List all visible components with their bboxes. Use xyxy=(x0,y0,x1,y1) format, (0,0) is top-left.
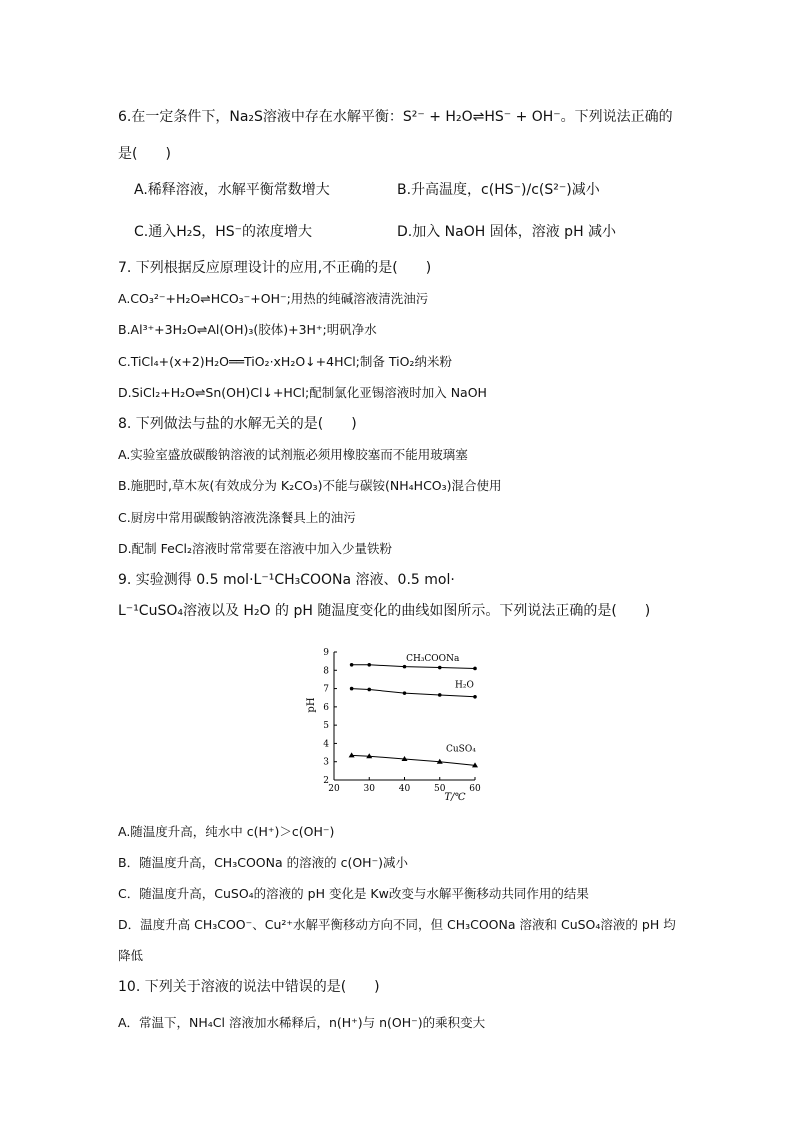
q9-stem-line2: L⁻¹CuSO₄溶液以及 H₂O 的 pH 随温度变化的曲线如图所示。下列说法正确的是( ) xyxy=(118,603,651,619)
q6-option-d: D.加入 NaOH 固体，溶液 pH 减小 xyxy=(397,224,617,240)
q6-option-a: A.稀释溶液，水解平衡常数增大 xyxy=(134,182,330,198)
data-point xyxy=(367,688,371,692)
y-tick-label: 6 xyxy=(323,702,329,713)
q7-stem: 7. 下列根据反应原理设计的应用,不正确的是( ) xyxy=(118,260,432,276)
x-tick-label: 30 xyxy=(363,784,375,794)
q8-option-b: B.施肥时,草木灰(有效成分为 K₂CO₃)不能与碳铵(NH₄HCO₃)混合使用 xyxy=(118,478,502,493)
q8-option-a: A.实验室盛放碳酸钠溶液的试剂瓶必须用橡胶塞而不能用玻璃塞 xyxy=(118,447,468,462)
q10-option-a: A．常温下，NH₄Cl 溶液加水稀释后，n(H⁺)与 n(OH⁻)的乘积变大 xyxy=(118,1015,486,1030)
q8-stem: 8. 下列做法与盐的水解无关的是( ) xyxy=(118,416,357,432)
y-tick-label: 7 xyxy=(323,684,329,695)
series-label: CH₃COONa xyxy=(406,654,460,665)
y-tick-label: 2 xyxy=(323,776,329,786)
q9-option-d-line2: 降低 xyxy=(118,948,144,963)
data-point xyxy=(349,752,355,757)
y-tick-label: 3 xyxy=(323,757,329,768)
q9-option-c: C．随温度升高，CuSO₄的溶液的 pH 变化是 Kw改变与水解平衡移动共同作用的结果 xyxy=(118,886,589,901)
x-axis-label: T/℃ xyxy=(444,792,466,803)
y-tick-label: 5 xyxy=(323,721,329,732)
y-axis-label: pH xyxy=(306,697,317,713)
y-tick-label: 8 xyxy=(323,666,329,677)
data-point xyxy=(473,695,477,699)
series-label: CuSO₄ xyxy=(445,744,476,755)
x-tick-label: 40 xyxy=(398,784,411,794)
y-tick-label: 4 xyxy=(323,739,329,750)
data-point xyxy=(350,687,354,691)
series-label: H₂O xyxy=(455,680,474,691)
y-tick-label: 9 xyxy=(323,648,329,658)
x-tick-label: 60 xyxy=(469,784,481,794)
data-point xyxy=(403,665,407,669)
q9-option-d-line1: D．温度升高 CH₃COO⁻、Cu²⁺水解平衡移动方向不同，但 CH₃COONa 溶液和 CuSO₄溶液的 pH 均 xyxy=(118,917,676,932)
q7-option-d: D.SiCl₂+H₂O⇌Sn(OH)Cl↓+HCl;配制氯化亚锡溶液时加入 NaOH xyxy=(118,385,487,400)
q9-option-b: B．随温度升高，CH₃COONa 的溶液的 c(OH⁻)减小 xyxy=(118,855,409,870)
ph-temperature-chart xyxy=(300,640,500,810)
x-tick-label: 50 xyxy=(434,784,446,794)
q10-stem: 10. 下列关于溶液的说法中错误的是( ) xyxy=(118,979,380,995)
q9-stem-line1: 9. 实验测得 0.5 mol·L⁻¹CH₃COONa 溶液、0.5 mol· xyxy=(118,572,455,588)
q8-option-d: D.配制 FeCl₂溶液时常常要在溶液中加入少量铁粉 xyxy=(118,541,392,556)
data-point xyxy=(438,693,442,697)
q6-stem-line2: 是( ) xyxy=(118,146,171,162)
data-point xyxy=(438,666,442,670)
x-tick-label: 20 xyxy=(328,784,340,794)
q8-option-c: C.厨房中常用碳酸钠溶液洗涤餐具上的油污 xyxy=(118,510,356,525)
q6-stem-line1: 6.在一定条件下，Na₂S溶液中存在水解平衡：S²⁻ + H₂O⇌HS⁻ + OH⁻。下列说法正确的 xyxy=(118,109,673,125)
q7-option-b: B.Al³⁺+3H₂O⇌Al(OH)₃(胶体)+3H⁺;明矾净水 xyxy=(118,322,377,337)
q7-option-c: C.TiCl₄+(x+2)H₂O══TiO₂·xH₂O↓+4HCl;制备 TiO₂纳米粉 xyxy=(118,354,452,369)
q6-option-b: B.升高温度，c(HS⁻)/c(S²⁻)减小 xyxy=(397,182,600,198)
data-point xyxy=(473,667,477,671)
q7-option-a: A.CO₃²⁻+H₂O⇌HCO₃⁻+OH⁻;用热的纯碱溶液清洗油污 xyxy=(118,291,429,306)
data-point xyxy=(367,663,371,667)
q9-option-a: A.随温度升高，纯水中 c(H⁺)＞c(OH⁻) xyxy=(118,824,335,839)
data-point xyxy=(350,663,354,667)
data-point xyxy=(403,691,407,695)
q6-option-c: C.通入H₂S，HS⁻的浓度增大 xyxy=(134,224,313,240)
